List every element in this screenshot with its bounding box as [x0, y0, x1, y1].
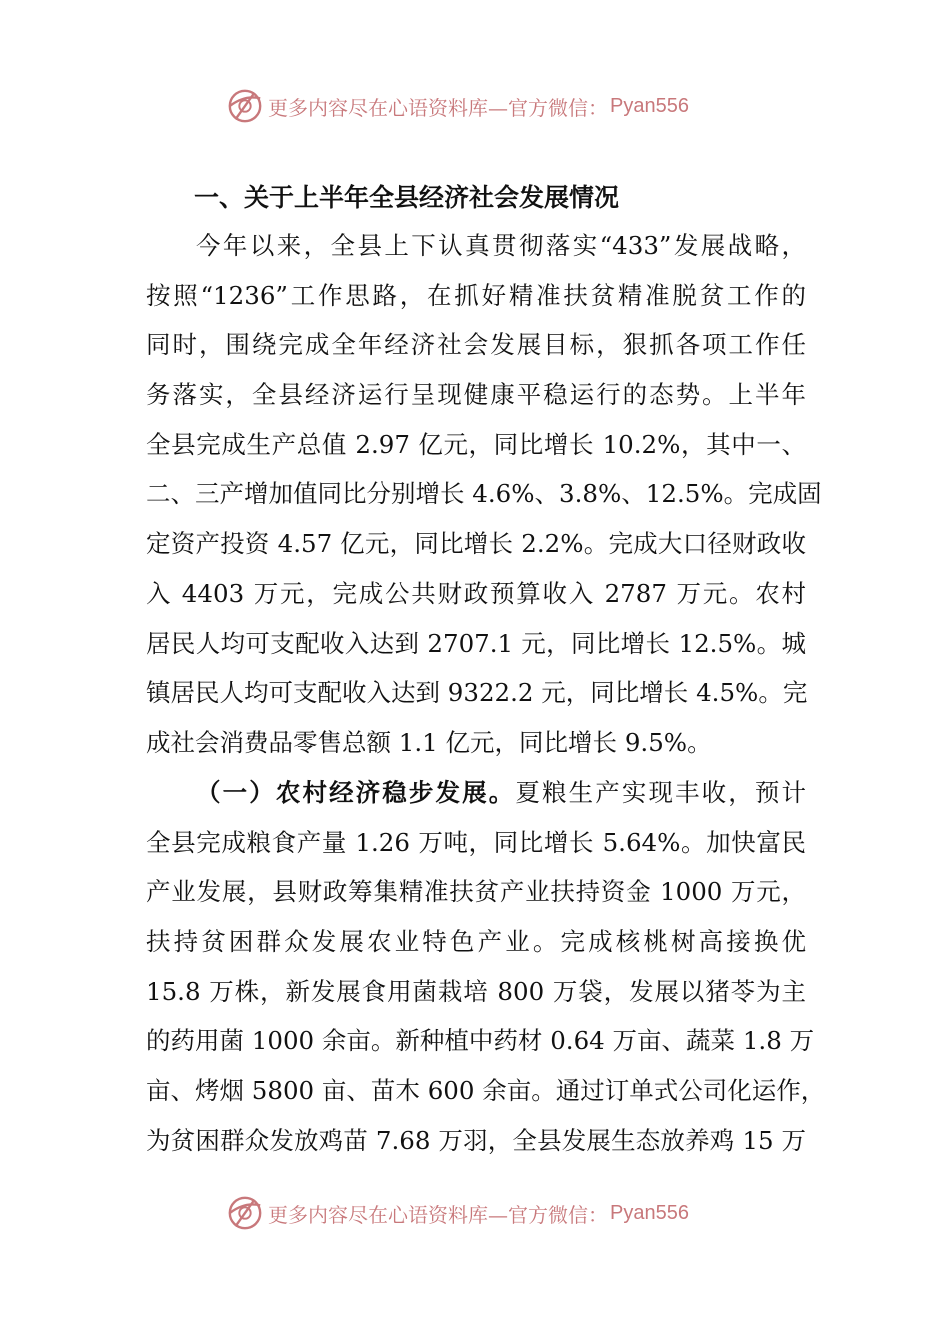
watermark-logo-icon: [226, 87, 264, 125]
text-line: 按照“1236”工作思路，在抓好精准扶贫精准脱贫工作的: [146, 281, 806, 310]
watermark-id: Pyan556: [610, 1201, 689, 1224]
watermark-id: Pyan556: [610, 94, 689, 117]
text-line: 务落实，全县经济运行呈现健康平稳运行的态势。上半年: [146, 380, 806, 409]
lead-text: 夏粮生产实现丰收，预计: [515, 778, 807, 807]
text-line: 今年以来，全县上下认真贯彻落实“433”发展战略，: [196, 231, 806, 260]
text-line: 扶持贫困群众发展农业特色产业。完成核桃树高接换优: [146, 927, 806, 956]
watermark-header: [226, 86, 689, 126]
text-line: 为贫困群众发放鸡苗 7.68 万羽，全县发展生态放养鸡 15 万: [146, 1126, 806, 1155]
text-line-lead: [196, 776, 806, 810]
text-line: 全县完成粮食产量 1.26 万吨，同比增长 5.64%。加快富民: [146, 828, 806, 857]
text-line: 同时，围绕完成全年经济社会发展目标，狠抓各项工作任: [146, 330, 806, 359]
text-line: 居民人均可支配收入达到 2707.1 元，同比增长 12.5%。城: [146, 629, 806, 658]
text-line: 全县完成生产总值 2.97 亿元，同比增长 10.2%，其中一、: [146, 430, 806, 459]
text-line: 的药用菌 1000 余亩。新种植中药材 0.64 万亩、蔬菜 1.8 万: [146, 1026, 815, 1055]
text-line: 产业发展，县财政筹集精准扶贫产业扶持资金 1000 万元，: [146, 877, 806, 906]
subsection-title: （一）农村经济稳步发展。: [196, 778, 516, 807]
text-line: 定资产投资 4.57 亿元，同比增长 2.2%。完成大口径财政收: [146, 529, 806, 558]
watermark-footer: [226, 1193, 689, 1233]
text-line: 亩、烤烟 5800 亩、苗木 600 余亩。通过订单式公司化运作，: [146, 1076, 826, 1105]
section-heading: 一、关于上半年全县经济社会发展情况: [194, 183, 620, 212]
text-line: 镇居民人均可支配收入达到 9322.2 元，同比增长 4.5%。完: [146, 678, 808, 707]
text-line: 入 4403 万元，完成公共财政预算收入 2787 万元。农村: [146, 579, 806, 608]
watermark-logo-icon: [226, 1194, 264, 1232]
watermark-text: 更多内容尽在心语资料库—官方微信：: [268, 95, 608, 120]
text-line: 二、三产增加值同比分别增长 4.6%、3.8%、12.5%。完成固: [146, 479, 822, 508]
watermark-text: 更多内容尽在心语资料库—官方微信：: [268, 1202, 608, 1227]
text-line: 15.8 万株，新发展食用菌栽培 800 万袋，发展以猪苓为主: [146, 977, 806, 1006]
text-line: 成社会消费品零售总额 1.1 亿元，同比增长 9.5%。: [146, 728, 712, 757]
